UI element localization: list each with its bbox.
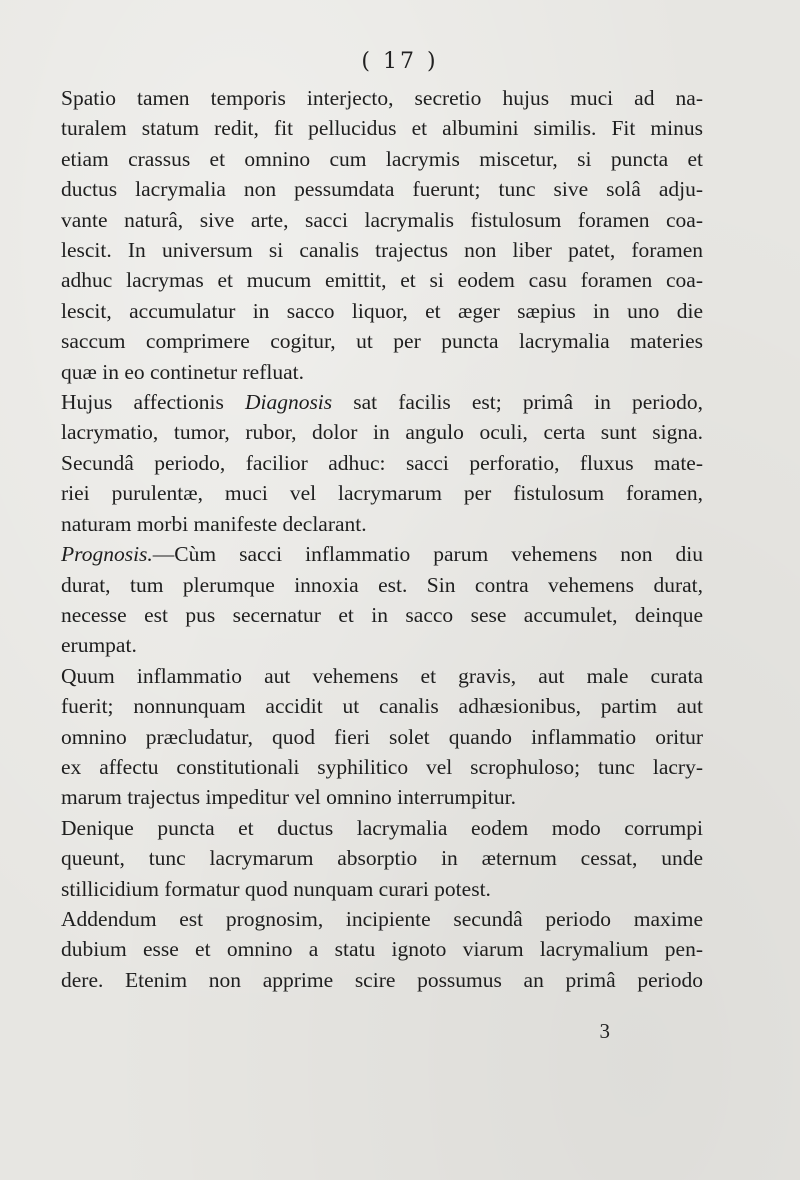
paragraph-6 [37, 813, 703, 904]
text-line: Spatio tamen temporis interjecto, secretio hujus muci ad na- [61, 86, 703, 110]
text-line: etiam crassus et omnino cum lacrymis miscetur, si puncta et [61, 146, 703, 171]
text-line: quæ in eo continetur refluat. [61, 359, 304, 384]
text-run: Hujus affectionis [61, 390, 245, 415]
text-line: omnino præcludatur, quod fieri solet quando inflammatio oritur [61, 724, 703, 749]
text-line [37, 387, 703, 417]
signature-mark: 3 [599, 1019, 610, 1043]
paragraph-1 [37, 83, 703, 387]
diagnosis-heading: Diagnosis [244, 390, 333, 415]
text-line: Addendum est prognosim, incipiente secundâ periodo maxime [61, 906, 703, 931]
text-run: —Cùm sacci inflammatio parum vehemens non diu [152, 542, 703, 567]
paragraph-7 [37, 904, 703, 995]
text-line: riei purulentæ, muci vel lacrymarum per fistulosum foramen, [61, 481, 703, 506]
paragraph-5 [37, 661, 703, 813]
text-line: ductus lacrymalia non pessumdata fuerunt; tunc sive solâ adju- [61, 177, 703, 202]
text-line: adhuc lacrymas et mucum emittit, et si eodem casu foramen coa- [61, 268, 703, 293]
text-line: turalem statum redit, fit pellucidus et albumini similis. Fit minus [61, 116, 703, 141]
body-text [37, 83, 703, 995]
text-line: Quum inflammatio aut vehemens et gravis, aut male curata [61, 663, 703, 688]
text-line: lacrymatio, tumor, rubor, dolor in angulo oculi, certa sunt signa. [61, 420, 703, 445]
text-line: stillicidium formatur quod nunquam curari potest. [61, 876, 491, 901]
text-run: sat facilis est; primâ in periodo, [332, 390, 703, 415]
text-line: vante naturâ, sive arte, sacci lacrymalis fistulosum foramen coa- [61, 207, 703, 232]
paragraph-prognosis [37, 539, 703, 661]
text-line: dere. Etenim non apprime scire possumus an primâ periodo [61, 967, 703, 992]
text-line: marum trajectus impeditur vel omnino interrumpitur. [61, 785, 516, 810]
text-line: ex affectu constitutionali syphilitico vel scrophuloso; tunc lacry- [61, 754, 703, 779]
paragraph-diagnosis [37, 387, 703, 448]
text-line: Denique puncta et ductus lacrymalia eodem modo corrumpi [61, 815, 703, 840]
paragraph-3 [37, 448, 703, 539]
text-line: queunt, tunc lacrymarum absorptio in æternum cessat, unde [61, 846, 703, 871]
text-line: Secundâ periodo, facilior adhuc: sacci perforatio, fluxus mate- [61, 450, 703, 475]
text-line: fuerit; nonnunquam accidit ut canalis adhæsionibus, partim aut [61, 694, 703, 719]
text-line: lescit. In universum si canalis trajectus non liber patet, foramen [61, 238, 703, 263]
text-line: naturam morbi manifeste declarant. [61, 511, 367, 536]
text-line: durat, tum plerumque innoxia est. Sin contra vehemens durat, [61, 572, 703, 597]
text-line: dubium esse et omnino a statu ignoto viarum lacrymalium pen- [61, 937, 703, 962]
text-line: necesse est pus secernatur et in sacco sese accumulet, deinque [61, 602, 703, 627]
text-line: erumpat. [61, 633, 137, 658]
text-line: lescit, accumulatur in sacco liquor, et æger sæpius in uno die [61, 298, 703, 323]
text-line: saccum comprimere cogitur, ut per puncta lacrymalia materies [61, 329, 703, 354]
page-number: ( 17 ) [361, 49, 439, 74]
prognosis-heading: Prognosis. [61, 542, 153, 567]
text-line [37, 539, 703, 569]
